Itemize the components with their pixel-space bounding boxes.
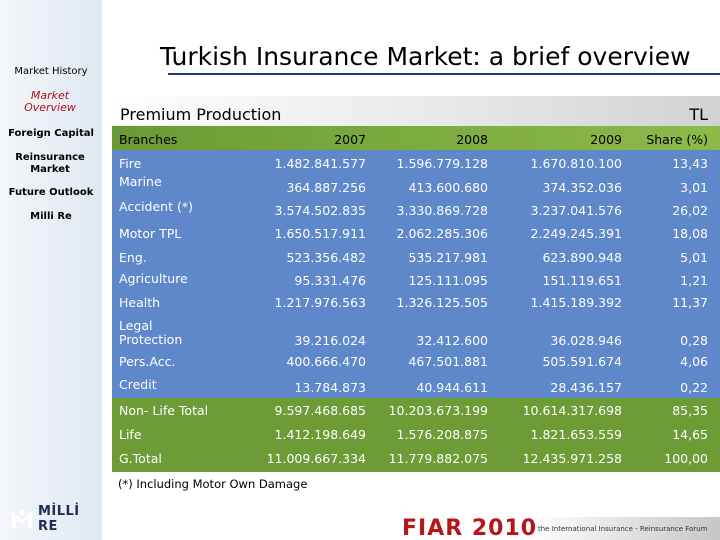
sidebar-item-reinsurance-market[interactable]: Reinsurance Market bbox=[15, 152, 85, 175]
value-2007: 1.482.841.577 bbox=[274, 156, 366, 171]
total-2008: 11.779.882.075 bbox=[388, 451, 488, 466]
branch-name: Legal Protection bbox=[119, 318, 183, 347]
table-row bbox=[112, 352, 720, 374]
share-value: 3,01 bbox=[680, 180, 708, 195]
value-2009: 374.352.036 bbox=[542, 180, 622, 195]
value-2008: 32.412.600 bbox=[416, 333, 488, 348]
value-2007: 1.650.517.911 bbox=[274, 226, 366, 241]
branch-name: Motor TPL bbox=[119, 226, 182, 241]
value-2008: 467.501.881 bbox=[408, 354, 488, 369]
total-share: 100,00 bbox=[664, 451, 708, 466]
milli-re-logo bbox=[10, 504, 95, 534]
share-value: 13,43 bbox=[672, 156, 708, 171]
total-share: 14,65 bbox=[672, 427, 708, 442]
table-row bbox=[112, 150, 720, 174]
table-row bbox=[112, 197, 720, 220]
column-header: 2008 bbox=[456, 132, 488, 147]
total-label: Life bbox=[119, 427, 142, 442]
share-value: 4,06 bbox=[680, 354, 708, 369]
value-2009: 1.415.189.392 bbox=[530, 295, 622, 310]
branch-name: Credit bbox=[119, 377, 157, 392]
milli-re-logo-icon bbox=[10, 506, 34, 532]
value-2008: 40.944.611 bbox=[416, 380, 488, 395]
branch-name: Fire bbox=[119, 156, 142, 171]
value-2007: 400.666.470 bbox=[286, 354, 366, 369]
value-2007: 95.331.476 bbox=[294, 273, 366, 288]
table-row bbox=[112, 220, 720, 244]
value-2008: 3.330.869.728 bbox=[396, 203, 488, 218]
page-title: Turkish Insurance Market: a brief overview bbox=[160, 42, 691, 71]
total-share: 85,35 bbox=[672, 403, 708, 418]
share-value: 0,22 bbox=[680, 380, 708, 395]
value-2008: 125.111.095 bbox=[408, 273, 488, 288]
sidebar bbox=[0, 0, 102, 540]
value-2007: 3.574.502.835 bbox=[274, 203, 366, 218]
share-value: 11,37 bbox=[672, 295, 708, 310]
value-2008: 1.326.125.505 bbox=[396, 295, 488, 310]
value-2009: 36.028.946 bbox=[550, 333, 622, 348]
section-title: Premium Production bbox=[120, 105, 282, 124]
value-2008: 2.062.285.306 bbox=[396, 226, 488, 241]
table-header-row bbox=[112, 126, 720, 150]
table-row bbox=[112, 174, 720, 197]
value-2007: 523.356.482 bbox=[286, 250, 366, 265]
table-row bbox=[112, 291, 720, 317]
value-2009: 151.119.651 bbox=[542, 273, 622, 288]
total-2009: 12.435.971.258 bbox=[522, 451, 622, 466]
share-value: 5,01 bbox=[680, 250, 708, 265]
fiar-tagline: the International Insurance - Reinsurance Forum bbox=[538, 525, 708, 533]
fiar-logo-text: FIAR 2010 bbox=[402, 516, 538, 540]
value-2009: 3.237.041.576 bbox=[530, 203, 622, 218]
total-2009: 10.614.317.698 bbox=[522, 403, 622, 418]
value-2008: 413.600.680 bbox=[408, 180, 488, 195]
total-label: Non- Life Total bbox=[119, 403, 209, 418]
sidebar-item-market-history[interactable]: Market History bbox=[14, 66, 88, 77]
table-total-row bbox=[112, 422, 720, 446]
total-2007: 11.009.667.334 bbox=[266, 451, 366, 466]
sidebar-item-foreign-capital[interactable]: Foreign Capital bbox=[8, 128, 94, 139]
total-2008: 1.576.208.875 bbox=[396, 427, 488, 442]
premium-table bbox=[112, 126, 720, 472]
branch-name: Eng. bbox=[119, 250, 147, 265]
branch-name: Accident (*) bbox=[119, 199, 193, 214]
value-2007: 13.784.873 bbox=[294, 380, 366, 395]
total-label: G.Total bbox=[119, 451, 162, 466]
branch-name: Marine bbox=[119, 174, 162, 189]
branch-name: Agriculture bbox=[119, 271, 188, 286]
sidebar-item-market-overview[interactable]: Market Overview bbox=[24, 89, 76, 114]
currency-unit: TL bbox=[689, 105, 708, 124]
value-2008: 535.217.981 bbox=[408, 250, 488, 265]
branch-name: Pers.Acc. bbox=[119, 354, 176, 369]
table-grand-total-row bbox=[112, 446, 720, 472]
value-2009: 2.249.245.391 bbox=[530, 226, 622, 241]
value-2009: 28.436.157 bbox=[550, 380, 622, 395]
value-2007: 1.217.976.563 bbox=[274, 295, 366, 310]
column-header: 2009 bbox=[590, 132, 622, 147]
value-2008: 1.596.779.128 bbox=[396, 156, 488, 171]
value-2009: 1.670.810.100 bbox=[530, 156, 622, 171]
table-row bbox=[112, 244, 720, 267]
column-header: Branches bbox=[119, 132, 178, 147]
table-row bbox=[112, 267, 720, 291]
value-2009: 505.591.674 bbox=[542, 354, 622, 369]
title-underline bbox=[168, 73, 720, 75]
total-2008: 10.203.673.199 bbox=[388, 403, 488, 418]
branch-name: Health bbox=[119, 295, 161, 310]
total-2009: 1.821.653.559 bbox=[530, 427, 622, 442]
column-header: Share (%) bbox=[646, 132, 708, 147]
total-2007: 9.597.468.685 bbox=[274, 403, 366, 418]
value-2007: 39.216.024 bbox=[294, 333, 366, 348]
table-total-row bbox=[112, 398, 720, 422]
value-2009: 623.890.948 bbox=[542, 250, 622, 265]
share-value: 1,21 bbox=[680, 273, 708, 288]
sidebar-item-milli-re[interactable]: Milli Re bbox=[30, 211, 72, 222]
share-value: 0,28 bbox=[680, 333, 708, 348]
fiar-banner bbox=[400, 517, 720, 540]
share-value: 26,02 bbox=[672, 203, 708, 218]
sidebar-item-future-outlook[interactable]: Future Outlook bbox=[8, 187, 94, 198]
footnote: (*) Including Motor Own Damage bbox=[118, 477, 308, 491]
value-2007: 364.887.256 bbox=[286, 180, 366, 195]
table-row bbox=[112, 374, 720, 398]
total-2007: 1.412.198.649 bbox=[274, 427, 366, 442]
share-value: 18,08 bbox=[672, 226, 708, 241]
logo-text: MİLLİ RE bbox=[37, 504, 80, 534]
table-row bbox=[112, 317, 720, 352]
column-header: 2007 bbox=[334, 132, 366, 147]
